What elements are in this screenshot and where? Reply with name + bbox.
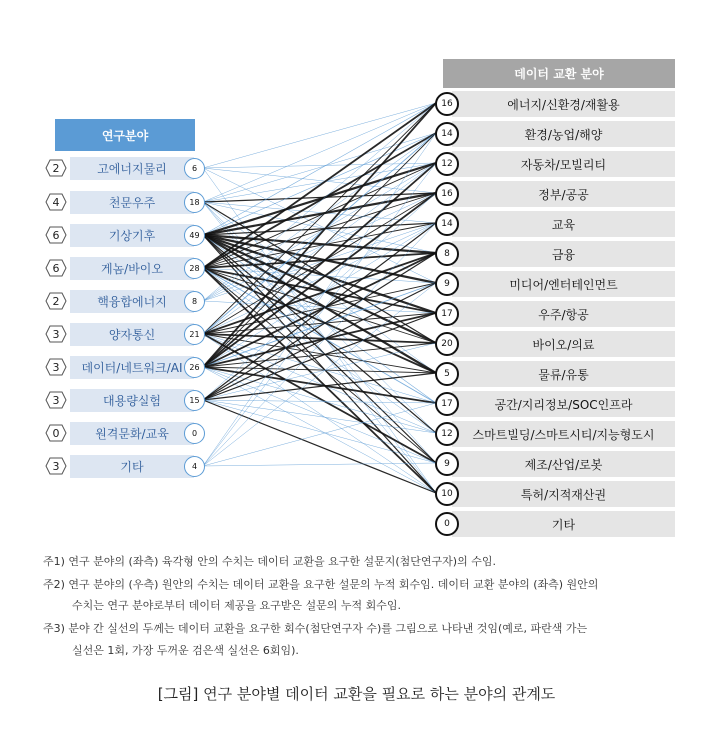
connection-line <box>203 103 436 301</box>
research-field-label: 기타 <box>70 455 194 478</box>
connection-line <box>203 403 436 466</box>
left-count-circle: 18 <box>184 192 205 213</box>
hexagon-value: 6 <box>52 261 60 275</box>
connection-line <box>203 268 436 463</box>
connection-line <box>203 400 436 463</box>
exchange-field-label: 바이오/의료 <box>452 331 675 357</box>
right-count-circle: 16 <box>435 182 459 206</box>
left-count-circle: 21 <box>184 324 205 345</box>
connection-line <box>203 168 436 193</box>
connection-line <box>203 193 436 268</box>
hexagon-value: 6 <box>52 228 60 242</box>
right-count-circle: 12 <box>435 422 459 446</box>
research-field-label: 기상기후 <box>70 224 194 247</box>
research-field-label: 대용량실험 <box>70 389 194 412</box>
right-count-circle: 9 <box>435 272 459 296</box>
left-count-circle: 26 <box>184 357 205 378</box>
count-hexagon <box>45 193 67 211</box>
exchange-field-label: 제조/산업/로봇 <box>452 451 675 477</box>
left-count-circle: 8 <box>184 291 205 312</box>
exchange-field-label: 에너지/신환경/재활용 <box>452 91 675 117</box>
left-count-circle: 4 <box>184 456 205 477</box>
hexagon-value: 4 <box>52 195 60 209</box>
right-count-circle: 16 <box>435 92 459 116</box>
right-count-circle: 9 <box>435 452 459 476</box>
research-field-label: 천문우주 <box>70 191 194 214</box>
count-hexagon <box>45 325 67 343</box>
count-hexagon <box>45 358 67 376</box>
hexagon-value: 3 <box>52 459 60 473</box>
exchange-field-label: 교육 <box>452 211 675 237</box>
right-count-circle: 14 <box>435 122 459 146</box>
hexagon-value: 0 <box>52 426 60 440</box>
research-field-label: 게놈/바이오 <box>70 257 194 280</box>
note-1: 주1) 연구 분야의 (좌측) 육각형 안의 수치는 데이터 교환을 요구한 설문지(첨단연구자)의 수임. <box>43 555 496 568</box>
count-hexagon <box>45 259 67 277</box>
research-field-label: 고에너지물리 <box>70 157 194 180</box>
count-hexagon <box>45 292 67 310</box>
note-2-cont: 수치는 연구 분야로부터 데이터 제공을 요구받은 설문의 누적 회수임. <box>72 599 401 612</box>
right-count-circle: 20 <box>435 332 459 356</box>
hexagon-value: 2 <box>52 294 60 308</box>
hexagon-value: 3 <box>52 393 60 407</box>
exchange-field-label: 특허/지적재산권 <box>452 481 675 507</box>
count-hexagon <box>45 457 67 475</box>
right-count-circle: 5 <box>435 362 459 386</box>
connection-line <box>203 400 436 433</box>
left-count-circle: 0 <box>184 423 205 444</box>
exchange-field-label: 우주/항공 <box>452 301 675 327</box>
note-3: 주3) 분야 간 실선의 두께는 데이터 교환을 요구한 회수(첨단연구자 수)를 그림으로 나타낸 것임(예로, 파란색 가는 <box>43 622 588 635</box>
count-hexagon <box>45 424 67 442</box>
hexagon-value: 2 <box>52 161 60 175</box>
research-field-label: 데이터/네트워크/AI <box>70 356 194 379</box>
connection-line <box>203 463 436 466</box>
research-field-label: 양자통신 <box>70 323 194 346</box>
right-header: 데이터 교환 분야 <box>443 59 675 88</box>
exchange-field-label: 자동차/모빌리티 <box>452 151 675 177</box>
count-hexagon <box>45 226 67 244</box>
connection-line <box>203 283 436 367</box>
left-count-circle: 28 <box>184 258 205 279</box>
note-2: 주2) 연구 분야의 (우측) 원안의 수치는 데이터 교환을 요구한 설문의 누적 회수임. 데이터 교환 분야의 (좌측) 원안의 <box>43 578 599 591</box>
exchange-field-label: 금융 <box>452 241 675 267</box>
exchange-field-label: 기타 <box>452 511 675 537</box>
right-count-circle: 17 <box>435 302 459 326</box>
research-field-label: 원격문화/교육 <box>70 422 194 445</box>
hexagon-value: 3 <box>52 327 60 341</box>
exchange-field-label: 환경/농업/해양 <box>452 121 675 147</box>
right-count-circle: 0 <box>435 512 459 536</box>
left-count-circle: 15 <box>184 390 205 411</box>
connection-line <box>203 400 436 493</box>
exchange-field-label: 공간/지리정보/SOC인프라 <box>452 391 675 417</box>
connection-line <box>203 163 436 466</box>
right-count-circle: 12 <box>435 152 459 176</box>
figure-caption: [그림] 연구 분야별 데이터 교환을 필요로 하는 분야의 관계도 <box>157 685 556 703</box>
left-header: 연구분야 <box>55 119 195 151</box>
exchange-field-label: 미디어/엔터테인먼트 <box>452 271 675 297</box>
exchange-field-label: 물류/유통 <box>452 361 675 387</box>
right-count-circle: 8 <box>435 242 459 266</box>
connection-line <box>203 400 436 403</box>
left-count-circle: 6 <box>184 158 205 179</box>
exchange-field-label: 정부/공공 <box>452 181 675 207</box>
right-count-circle: 17 <box>435 392 459 416</box>
hexagon-value: 3 <box>52 360 60 374</box>
right-count-circle: 14 <box>435 212 459 236</box>
left-count-circle: 49 <box>184 225 205 246</box>
count-hexagon <box>45 391 67 409</box>
exchange-field-label: 스마트빌딩/스마트시티/지능형도시 <box>452 421 675 447</box>
note-3-cont: 실선은 1회, 가장 두꺼운 검은색 실선은 6회임). <box>72 644 299 657</box>
count-hexagon <box>45 159 67 177</box>
right-count-circle: 10 <box>435 482 459 506</box>
research-field-label: 핵융합에너지 <box>70 290 194 313</box>
